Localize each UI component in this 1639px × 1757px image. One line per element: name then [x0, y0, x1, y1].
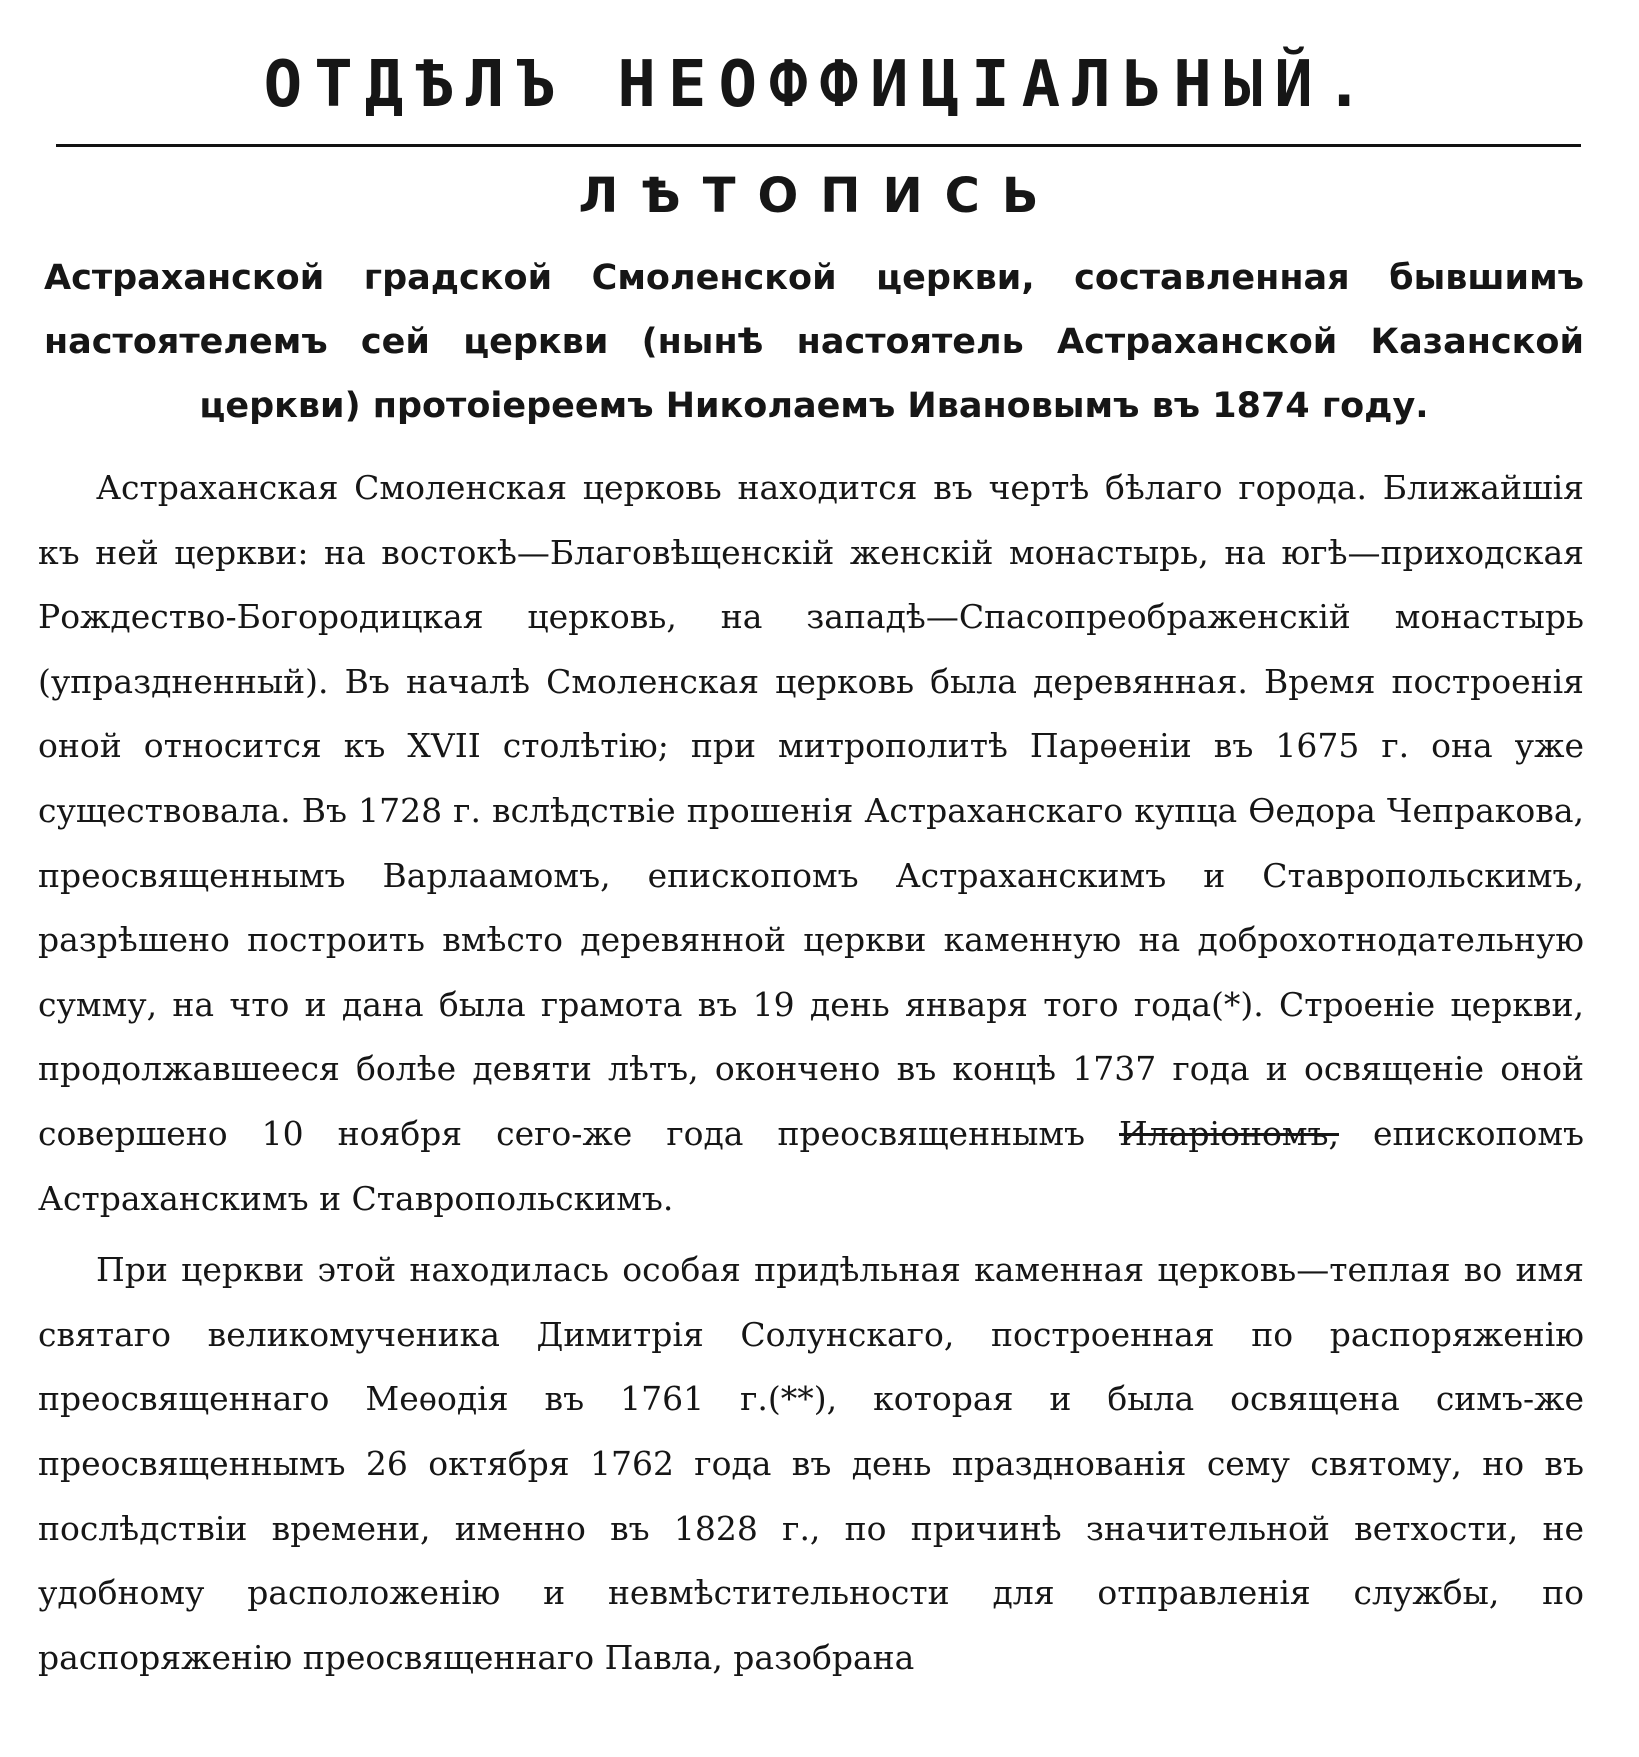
header-rule — [56, 144, 1581, 147]
paragraph-2: При церкви этой находилась особая придѣльная каменная церковь—теплая во имя святаго великомученика Димитрія Солунскаго, построенная по распоряженію преосвященнаго Меѳодія въ 1761 г.(**), которая и была освящена симъ-же преосвященнымъ 26 октября 1762 года въ день празднованія сему святому, но въ послѣдствіи времени, именно въ 1828 г., по причинѣ значительной ветхости, не удобному расположенію и невмѣстительности для отправленія службы, по распоряженію преосвященнаго Павла, разобрана — [38, 1250, 1584, 1677]
section-header: ОТДѢЛЪ НЕОФФИЦІАЛЬНЫЙ. — [263, 48, 1376, 122]
paragraph-1-ending: епископомъ Астраханскимъ и Ставропольскимъ. — [38, 1113, 1585, 1218]
article-subtitle: Астраханской градской Смоленской церкви, составленная бывшимъ настоятелемъ сей церкви (нынѣ настоятель Астраханской Казанской церкви) протоіереемъ Николаемъ Ивановымъ въ 1874 году. — [44, 258, 1584, 426]
paragraph-1 — [38, 456, 1584, 1231]
struck-word: Иларіономъ, — [1119, 1113, 1339, 1153]
article-title: ЛѢТОПИСЬ — [578, 168, 1061, 224]
article-body — [38, 456, 1584, 1690]
paragraph-1-text: Астраханская Смоленская церковь находится въ чертѣ бѣлаго города. Ближайшія къ ней церкви: на востокѣ—Благовѣщенскій женскій монастырь, на югѣ—приходская Рождество-Богородицкая церковь, на западѣ—Спасопреображенскій монастырь (упраздненный). Въ началѣ Смоленская церковь была деревянная. Время построенія оной относится къ XVII столѣтію; при митрополитѣ Парѳеніи въ 1675 г. она уже существовала. Въ 1728 г. вслѣдствіе прошенія Астраханскаго купца Ѳедора Чепракова, преосвященнымъ Варлаамомъ, епископомъ Астраханскимъ и Ставропольскимъ, разрѣшено построить вмѣсто деревянной церкви каменную на доброхотнодательную сумму, на что и дана была грамота въ 19 день января того года(*). Строеніе церкви, продолжавшееся болѣе девяти лѣтъ, окончено въ концѣ 1737 года и освященіе оной совершено 10 ноября сего-же года преосвященнымъ — [38, 468, 1584, 1153]
